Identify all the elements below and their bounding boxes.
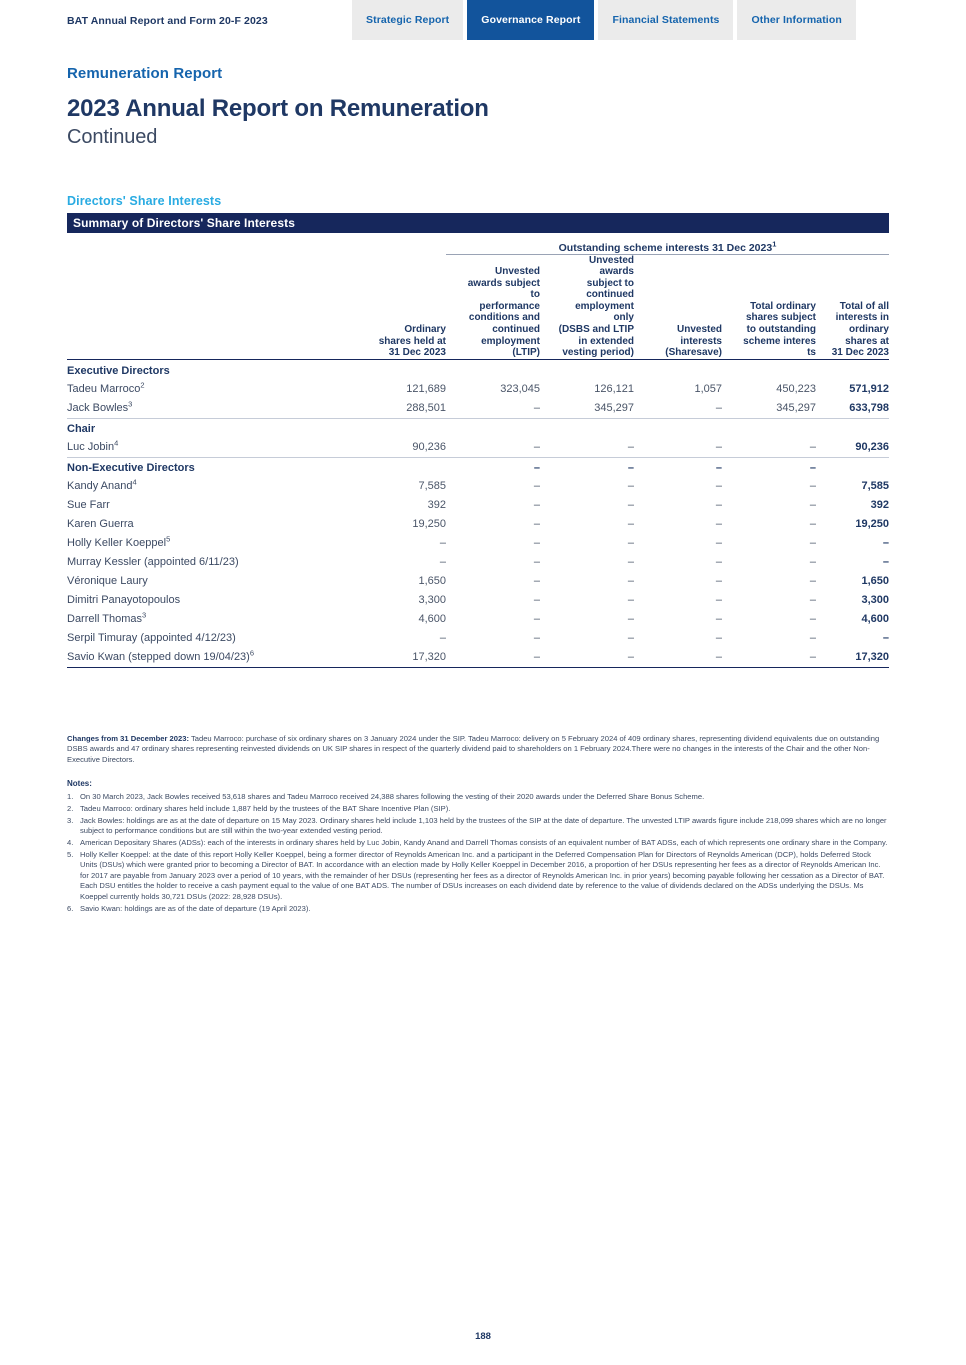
- value-cell: –: [715, 537, 722, 550]
- value-cell: –: [533, 518, 540, 531]
- director-name: Tadeu Marroco: [67, 383, 141, 396]
- group-empty-cell: [722, 418, 816, 438]
- group-empty-cell: [722, 359, 816, 380]
- group-value-cell: –: [634, 457, 722, 477]
- director-name: Sue Farr: [67, 499, 110, 512]
- value-cell: –: [809, 613, 816, 626]
- value-cell: 7,585: [418, 480, 446, 493]
- group-value-cell: [352, 457, 446, 477]
- director-name-cell: [67, 477, 352, 496]
- table-row: [67, 399, 889, 419]
- value-cell: –: [627, 632, 634, 645]
- value-cell: 323,045: [500, 383, 540, 396]
- value-cell: –: [715, 556, 722, 569]
- value-cell: –: [809, 499, 816, 512]
- group-empty-cell: [634, 418, 722, 438]
- value-cell: –: [809, 632, 816, 645]
- director-name: Holly Keller Koeppel: [67, 537, 167, 550]
- total-cell: 633,798: [849, 402, 889, 415]
- value-cell: –: [715, 480, 722, 493]
- table-row: [67, 477, 889, 496]
- value-cell: 345,297: [594, 402, 634, 415]
- column-header-1: Ordinary shares held at 31 Dec 2023: [378, 324, 446, 359]
- note-number: 5.: [67, 850, 74, 860]
- value-cell: –: [533, 480, 540, 493]
- column-header-3: Unvested awards subject to continued employment only (DSBS and LTIP in extended vesting period): [558, 254, 634, 359]
- group-empty-cell: [540, 359, 634, 380]
- footnote-marker: 6: [249, 648, 255, 658]
- value-cell: –: [627, 518, 634, 531]
- group-empty-cell: [352, 418, 446, 438]
- note-number: 6.: [67, 903, 74, 913]
- group-value-cell: –: [540, 457, 634, 477]
- total-cell: 90,236: [855, 441, 889, 454]
- changes-paragraph: [67, 734, 889, 765]
- changes-label: Changes from 31 December 2023:: [67, 734, 189, 743]
- note-text: On 30 March 2023, Jack Bowles received 53,618 shares and Tadeu Marroco received 24,388 shares following the vesting of their 2020 awards under the Deferred Share Bonus Scheme.: [80, 792, 705, 801]
- note-number: 1.: [67, 792, 74, 801]
- value-cell: –: [533, 402, 540, 415]
- notes-list: [67, 792, 889, 915]
- value-cell: 450,223: [776, 383, 816, 396]
- outstanding-scheme-interests-header: [446, 236, 889, 254]
- director-name-cell: [67, 610, 352, 629]
- total-cell: 392: [870, 499, 889, 512]
- value-cell: –: [540, 648, 634, 668]
- director-name-cell: [67, 572, 352, 591]
- value-cell: –: [627, 441, 634, 454]
- director-name: Darrell Thomas: [67, 613, 142, 626]
- value-cell: –: [722, 648, 816, 668]
- value-cell: –: [715, 518, 722, 531]
- value-cell: –: [439, 556, 446, 569]
- value-cell: 17,320: [352, 648, 446, 668]
- table-row: [67, 610, 889, 629]
- group-value-cell: –: [446, 457, 540, 477]
- total-cell: –: [882, 632, 889, 645]
- group-value-cell: –: [722, 457, 816, 477]
- value-cell: –: [627, 575, 634, 588]
- value-cell: –: [715, 594, 722, 607]
- value-cell: –: [533, 499, 540, 512]
- value-cell: 126,121: [594, 383, 634, 396]
- footnote-marker: 2: [140, 380, 145, 390]
- value-cell: –: [533, 613, 540, 626]
- page-title: 2023 Annual Report on Remuneration: [67, 95, 489, 122]
- value-cell: –: [715, 441, 722, 454]
- value-cell: –: [634, 648, 722, 668]
- director-name: Karen Guerra: [67, 518, 134, 531]
- value-cell: –: [627, 499, 634, 512]
- value-cell: –: [715, 499, 722, 512]
- total-cell: 1,650: [861, 575, 889, 588]
- value-cell: –: [533, 632, 540, 645]
- tab-financial-statements[interactable]: Financial Statements: [598, 0, 733, 40]
- value-cell: 345,297: [776, 402, 816, 415]
- table-row: [67, 629, 889, 648]
- group-empty-cell: [816, 418, 889, 438]
- group-label: Executive Directors: [67, 364, 170, 377]
- value-cell: 1,057: [694, 383, 722, 396]
- value-cell: –: [533, 556, 540, 569]
- page-kicker: Remuneration Report: [67, 65, 223, 82]
- table-body: [67, 359, 889, 667]
- value-cell: 288,501: [406, 402, 446, 415]
- director-name-cell: [67, 648, 352, 668]
- table-row: [67, 438, 889, 458]
- value-cell: –: [809, 480, 816, 493]
- span-spacer-cell: [67, 236, 352, 254]
- total-cell: 571,912: [849, 383, 889, 396]
- table-row: [67, 534, 889, 553]
- director-name-cell: [67, 438, 352, 458]
- document-title: BAT Annual Report and Form 20-F 2023: [67, 15, 268, 27]
- value-cell: –: [715, 402, 722, 415]
- director-name: Murray Kessler (appointed 6/11/23): [67, 556, 239, 569]
- table-row: [67, 515, 889, 534]
- group-empty-cell: [446, 359, 540, 380]
- table-row: [67, 553, 889, 572]
- group-label: Non-Executive Directors: [67, 457, 352, 477]
- column-header-6: Total of all interests in ordinary shares at 31 Dec 2023: [831, 300, 889, 359]
- note-text: Tadeu Marroco: ordinary shares held include 1,887 held by the trustees of the BAT Share Incentive Plan (SIP).: [80, 803, 451, 813]
- spanning-header-row: [67, 236, 889, 254]
- column-header-2: Unvested awards subject to performance conditions and continued employment (LTIP): [467, 266, 540, 359]
- director-name: Kandy Anand: [67, 480, 133, 493]
- note-item: [67, 838, 889, 848]
- total-cell: 19,250: [855, 518, 889, 531]
- section-kicker: Directors' Share Interests: [67, 194, 222, 208]
- note-item: [67, 816, 889, 837]
- director-name: Serpil Timuray (appointed 4/12/23): [67, 632, 236, 645]
- value-cell: 4,600: [418, 613, 446, 626]
- value-cell: –: [627, 613, 634, 626]
- director-name-cell: [67, 553, 352, 572]
- total-cell: 4,600: [861, 613, 889, 626]
- tab-governance-report[interactable]: Governance Report: [467, 0, 594, 40]
- note-item: [67, 904, 889, 914]
- summary-band-title: Summary of Directors' Share Interests: [67, 213, 889, 233]
- group-empty-cell: [816, 359, 889, 380]
- value-cell: –: [715, 613, 722, 626]
- note-text: Jack Bowles: holdings are as at the date of departure on 15 May 2023. Ordinary shares held include 1,103 held by the trustees of the SIP at the date of departure. The unvested LTIP awards figure include 218,099 shares which are no longer subject to performance conditions but are still within the two-year extended vesting period.: [80, 815, 887, 836]
- value-cell: –: [809, 537, 816, 550]
- director-name-cell: [67, 496, 352, 515]
- note-number: 4.: [67, 838, 74, 848]
- directors-share-interests-table: [67, 236, 889, 668]
- group-empty-cell: [352, 359, 446, 380]
- director-name: Véronique Laury: [67, 575, 148, 588]
- director-name-cell: [67, 515, 352, 534]
- value-cell: –: [446, 648, 540, 668]
- group-label: Chair: [67, 418, 352, 438]
- value-cell: –: [533, 537, 540, 550]
- total-cell: –: [882, 556, 889, 569]
- value-cell: –: [533, 575, 540, 588]
- tab-strategic-report[interactable]: Strategic Report: [352, 0, 463, 40]
- note-item: [67, 804, 889, 814]
- span-header-label: Outstanding scheme interests 31 Dec 2023: [558, 241, 773, 254]
- value-cell: –: [627, 537, 634, 550]
- tab-other-information[interactable]: Other Information: [737, 0, 855, 40]
- group-heading-row: [67, 418, 889, 438]
- page-number: 188: [475, 1331, 491, 1342]
- value-cell: –: [627, 594, 634, 607]
- director-name-cell: [67, 399, 352, 419]
- footnote-marker: 3: [142, 610, 147, 620]
- value-cell: –: [627, 556, 634, 569]
- note-number: 2.: [67, 803, 74, 813]
- value-cell: –: [533, 441, 540, 454]
- footnote-marker: 5: [166, 534, 171, 544]
- table-row: [67, 572, 889, 591]
- group-heading-row: [67, 359, 889, 380]
- value-cell: –: [809, 556, 816, 569]
- group-empty-cell: [540, 418, 634, 438]
- footnote-marker: 4: [132, 477, 137, 487]
- notes-heading: Notes:: [67, 779, 92, 788]
- table-row: [67, 380, 889, 399]
- span-spacer-cell: [352, 236, 446, 254]
- director-name-cell: [67, 380, 352, 399]
- value-cell: –: [809, 518, 816, 531]
- note-text: Savio Kwan: holdings are as of the date of departure (19 April 2023).: [80, 903, 311, 913]
- total-cell: 17,320: [816, 648, 889, 668]
- director-name: Dimitri Panayotopoulos: [67, 594, 181, 607]
- value-cell: 3,300: [418, 594, 446, 607]
- director-name: Jack Bowles: [67, 402, 129, 415]
- table-head: [67, 236, 889, 359]
- group-empty-cell: [446, 418, 540, 438]
- note-item: [67, 850, 889, 902]
- director-name: Luc Jobin: [67, 441, 115, 454]
- page-subtitle: Continued: [67, 126, 158, 148]
- director-name: Savio Kwan (stepped down 19/04/23): [67, 651, 250, 664]
- value-cell: –: [627, 480, 634, 493]
- value-cell: –: [439, 537, 446, 550]
- value-cell: –: [533, 594, 540, 607]
- value-cell: –: [715, 575, 722, 588]
- value-cell: 19,250: [412, 518, 446, 531]
- report-section-tabs: [352, 0, 860, 40]
- total-cell: 3,300: [861, 594, 889, 607]
- value-cell: 90,236: [412, 441, 446, 454]
- value-cell: 392: [427, 499, 446, 512]
- span-header-footnote-marker: 1: [772, 239, 777, 248]
- column-header-row: [67, 254, 889, 359]
- value-cell: –: [809, 441, 816, 454]
- group-heading-row: [67, 457, 889, 477]
- footnote-marker: 3: [128, 399, 133, 409]
- column-header-4: Unvested interests (Sharesave): [665, 324, 722, 359]
- changes-text: Tadeu Marroco: purchase of six ordinary shares on 3 January 2024 under the SIP. Tadeu Marroco: delivery on 5 February 2024 of 409 ordinary shares, representing dividend equivalents due on outstanding DSBS awards and 47 ordinary shares representing reinvested dividends on UK SIP shares in respect of the quarterly dividend paid to shareholders on 1 February 2024.There were no changes in the interests of the Chair and the other Non-Executive Directors.: [67, 734, 880, 764]
- value-cell: –: [439, 632, 446, 645]
- group-total-cell: [816, 457, 889, 477]
- table-row: [67, 591, 889, 610]
- top-navigation-bar: [0, 0, 966, 40]
- total-cell: 7,585: [861, 480, 889, 493]
- director-name-cell: [67, 534, 352, 553]
- value-cell: 121,689: [406, 383, 446, 396]
- table-row: [67, 648, 889, 668]
- director-name-cell: [67, 591, 352, 610]
- note-text: Holly Keller Koeppel: at the date of this report Holly Keller Koeppel, being a former director of Reynolds American Inc. and a participant in the Deferred Compensation Plan for Directors of Reynolds American (DCP), holds Deferred Stock Units (DSUs) which were granted prior to becoming a Director of BAT. In accordance with an election made by Holly Keller Koeppel in December 2016, a proportion of her DSUs representing her fees as a director of Reynolds American Inc. for 2017 are payable from January 2023 over a period of 10 years, with the remainder of her DSUs (representing her fees as a director of Reynolds American Inc. in prior years) becoming payable following her cessation as a Director of BAT. Each DSU entitles the holder to receive a cash payment equal to the value of one BAT ADS. The number of DSUs increases on each dividend date by reference to the value of dividends declared on the ADSs underlying the DSUs. Ms Koeppel currently holds 30,721 DSUs (2022: 28,928 DSUs).: [80, 850, 885, 901]
- value-cell: –: [715, 632, 722, 645]
- note-item: [67, 792, 889, 802]
- column-header-0: [67, 254, 352, 359]
- column-header-5: Total ordinary shares subject to outstanding scheme interes ts: [743, 300, 816, 359]
- value-cell: –: [809, 594, 816, 607]
- table-row: [67, 496, 889, 515]
- footnote-marker: 4: [114, 438, 119, 448]
- note-text: American Depositary Shares (ADSs): each of the interests in ordinary shares held by Luc Jobin, Kandy Anand and Darrell Thomas consists of an equivalent number of BAT ADSs, each of which represents one ordinary share in the Company.: [80, 838, 888, 848]
- director-name-cell: [67, 629, 352, 648]
- note-number: 3.: [67, 815, 74, 825]
- group-empty-cell: [634, 359, 722, 380]
- value-cell: –: [809, 575, 816, 588]
- value-cell: 1,650: [418, 575, 446, 588]
- total-cell: –: [882, 537, 889, 550]
